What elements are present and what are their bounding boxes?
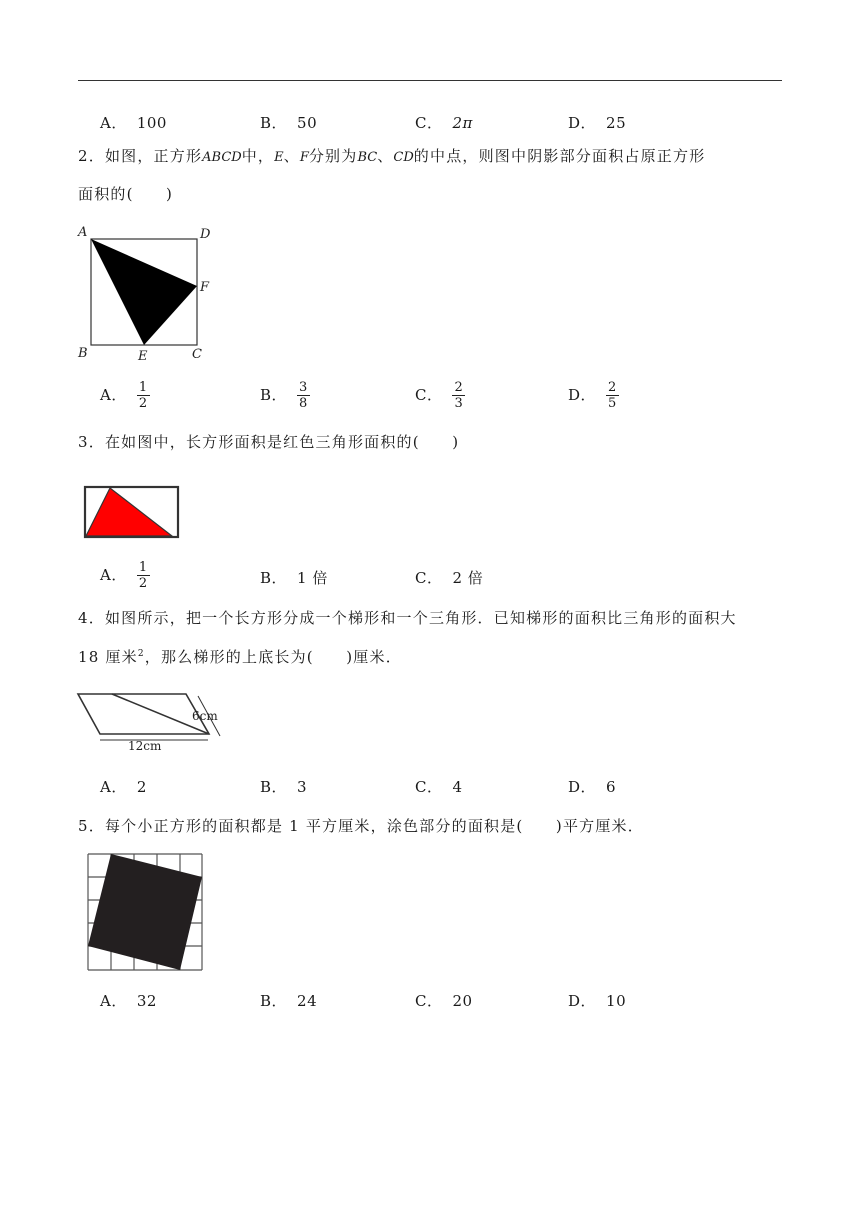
q2-options	[100, 380, 780, 416]
q2-square-figure	[74, 224, 224, 366]
header-rule	[78, 80, 782, 81]
label-a: A	[78, 225, 88, 240]
q4-options	[100, 776, 780, 800]
q4-option-a[interactable]: A． 2	[100, 778, 147, 796]
q5-option-a[interactable]: A． 32	[100, 992, 157, 1010]
q2-option-b[interactable]: B． $\frac{3}{8}$	[260, 380, 308, 411]
fraction: $\frac{1}{2}$	[138, 380, 148, 411]
q3-option-c[interactable]: C． 2 倍	[415, 569, 484, 587]
fraction: $\frac{2}{5}$	[608, 380, 617, 411]
q5-option-d[interactable]: D． 10	[568, 992, 627, 1010]
fraction: $\frac{2}{3}$	[454, 380, 464, 411]
label-c: C	[192, 347, 202, 362]
parallelogram-outline	[78, 694, 209, 734]
shaded-square	[88, 854, 202, 970]
q4-option-b[interactable]: B． 3	[260, 778, 308, 796]
q5-option-c[interactable]: C． 20	[415, 992, 473, 1010]
label-f: F	[200, 280, 210, 295]
q2-option-a[interactable]: A． $\frac{1}{2}$	[100, 380, 148, 411]
q4-option-d[interactable]: D． 6	[568, 778, 617, 796]
shaded-triangle	[91, 239, 197, 345]
q2-option-c[interactable]: C． $\frac{2}{3}$	[415, 380, 464, 411]
q1-option-a[interactable]: A． 100	[100, 114, 167, 132]
q2-option-d[interactable]: D． $\frac{2}{5}$	[568, 380, 617, 411]
q3-option-b[interactable]: B． 1 倍	[260, 569, 328, 587]
q4-text: 4．如图所示，把一个长方形分成一个梯形和一个三角形．已知梯形的面积比三角形的面积大 18 厘米$^2$，那么梯形的上底长为( )厘米．	[78, 609, 737, 666]
fraction: $\frac{1}{2}$	[138, 560, 148, 591]
height-label: 6cm	[192, 709, 218, 723]
q2-text: 2．如图，正方形ABCD中，E、F分别为BC、CD的中点，则图中阴影部分面积占原正方形 面积的( )	[78, 147, 706, 203]
q5-grid-figure	[84, 850, 206, 976]
label-d: D	[200, 227, 211, 242]
q4-rectangle-figure	[74, 686, 234, 758]
q1-option-d[interactable]: D． 25	[568, 114, 627, 132]
q3-rectangle-figure	[80, 482, 184, 542]
q3-options	[100, 560, 780, 596]
width-label: 12cm	[128, 739, 162, 753]
q5-options	[100, 990, 780, 1014]
q1-option-c[interactable]: C． 2π	[415, 114, 473, 132]
q5-text: 5．每个小正方形的面积都是 1 平方厘米，涂色部分的面积是( )平方厘米．	[78, 817, 644, 835]
q3-text: 3．在如图中，长方形面积是红色三角形面积的( )	[78, 433, 460, 451]
q4-option-c[interactable]: C． 4	[415, 778, 463, 796]
label-b: B	[78, 346, 88, 361]
fraction: $\frac{3}{8}$	[299, 380, 308, 411]
q1-options	[100, 112, 780, 136]
label-e: E	[138, 349, 148, 364]
q1-option-b[interactable]: B． 50	[260, 114, 318, 132]
q5-option-b[interactable]: B． 24	[260, 992, 318, 1010]
q3-option-a[interactable]: A． $\frac{1}{2}$	[100, 560, 148, 591]
